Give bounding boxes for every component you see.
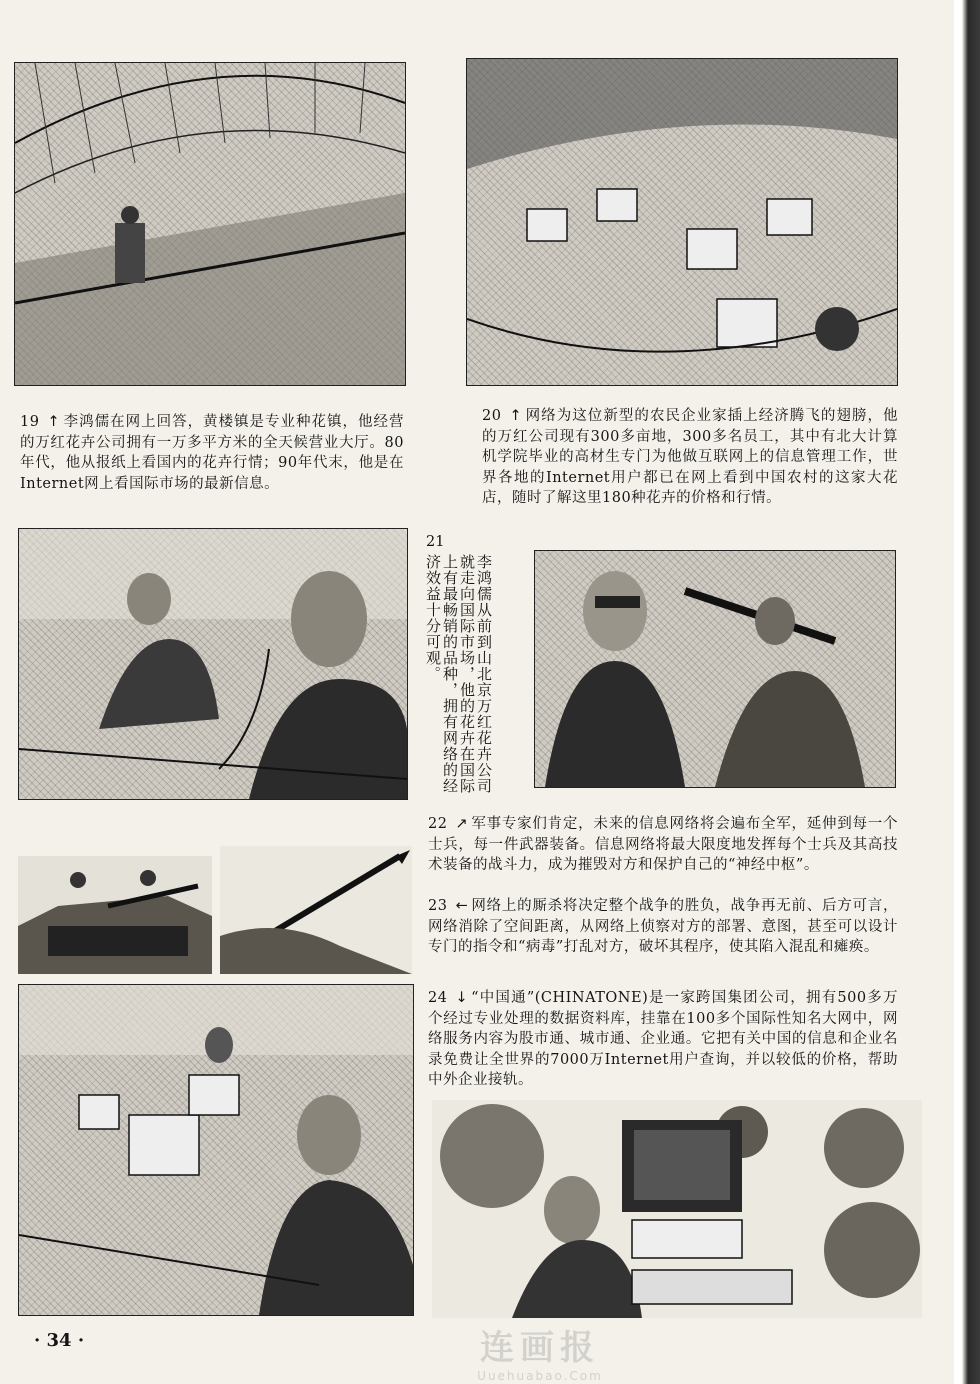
caption-text: 网络为这位新型的农民企业家插上经济腾飞的翅膀，他的万红公司现有300多亩地，300多名员工，其中有北大计算机学院毕业的高材生专门为他做互联网上的信息管理工作，世界各地的Internet用户都已在网上看到中国农村的这家大花店，随时了解这里180种花卉的价格和行情。 <box>482 408 898 506</box>
caption-23 <box>428 896 898 958</box>
caption-text: 网络上的厮杀将决定整个战争的胜负，战争再无前、后方可言，网络消除了空间距离，从网络上侦察对方的部署、意图，甚至可以设计专门的指令和“病毒”打乱对方，破坏其程序，使其陷入混乱和瘫痪。 <box>428 898 898 955</box>
caption-text: 军事专家们肯定，未来的信息网络将会遍布全军，延伸到每一个士兵，每一件武器装备。信息网络将最大限度地发挥每个士兵及其高技术装备的战斗力，成为摧毁对方和保护自己的“神经中枢”。 <box>428 816 898 873</box>
page-number: · 34 · <box>34 1330 85 1351</box>
caption-number: 20 <box>482 408 502 424</box>
watermark <box>440 1320 640 1383</box>
caption-21: 李鸿儒从前到山北京万红花卉公司就走向国际市场，他的花卉在国际上有最畅销的品种，拥有网络的经济效益十分可观。 <box>424 554 493 794</box>
illustration-chinatone-montage <box>432 1100 922 1318</box>
page-edge <box>954 0 980 1384</box>
arrow-down-icon: ↓ <box>455 990 469 1006</box>
caption-22 <box>428 814 898 876</box>
caption-24 <box>428 988 898 1091</box>
caption-text: “中国通”(CHINATONE)是一家跨国集团公司，拥有500多万个经过专业处理的数据资料库，挂靠在100多个国际性知名大网中，网络服务内容为股市通、城市通、企业通。它把有关中国的信息和企业名录免费让全世界的7000万Internet用户查询，并以较低的价格，帮助中外企业接轨。 <box>428 990 898 1088</box>
caption-19 <box>20 412 404 494</box>
illustration-computer-office <box>18 984 414 1316</box>
illustration-computer-lab <box>466 58 898 386</box>
caption-number: 22 <box>428 816 448 832</box>
watermark-url: Uuehuabao.Com <box>477 1369 603 1383</box>
caption-number: 23 <box>428 898 448 914</box>
caption-number: 19 <box>20 414 40 430</box>
illustration-greenhouse <box>14 62 406 386</box>
arrow-left-icon: ← <box>455 898 469 914</box>
caption-text: 李鸿儒在网上回答，黄楼镇是专业种花镇，他经营的万红花卉公司拥有一万多平方米的全天候营业大厅。80年代，他从报纸上看国内的花卉行情；90年代末，他是在Internet网上看国际市场的最新信息。 <box>20 414 404 492</box>
caption-number: 24 <box>428 990 448 1006</box>
illustration-military-officers <box>534 550 896 788</box>
caption-number: 21 <box>426 534 445 550</box>
caption-20 <box>482 406 898 509</box>
watermark-logo: 连画报 <box>480 1328 600 1368</box>
illustration-missile <box>220 846 412 974</box>
arrow-up-right-icon: ↗ <box>455 816 469 832</box>
illustration-tank <box>18 856 212 974</box>
arrow-up-icon: ↑ <box>47 414 61 430</box>
illustration-office-phone <box>18 528 408 800</box>
arrow-up-icon: ↑ <box>509 408 523 424</box>
